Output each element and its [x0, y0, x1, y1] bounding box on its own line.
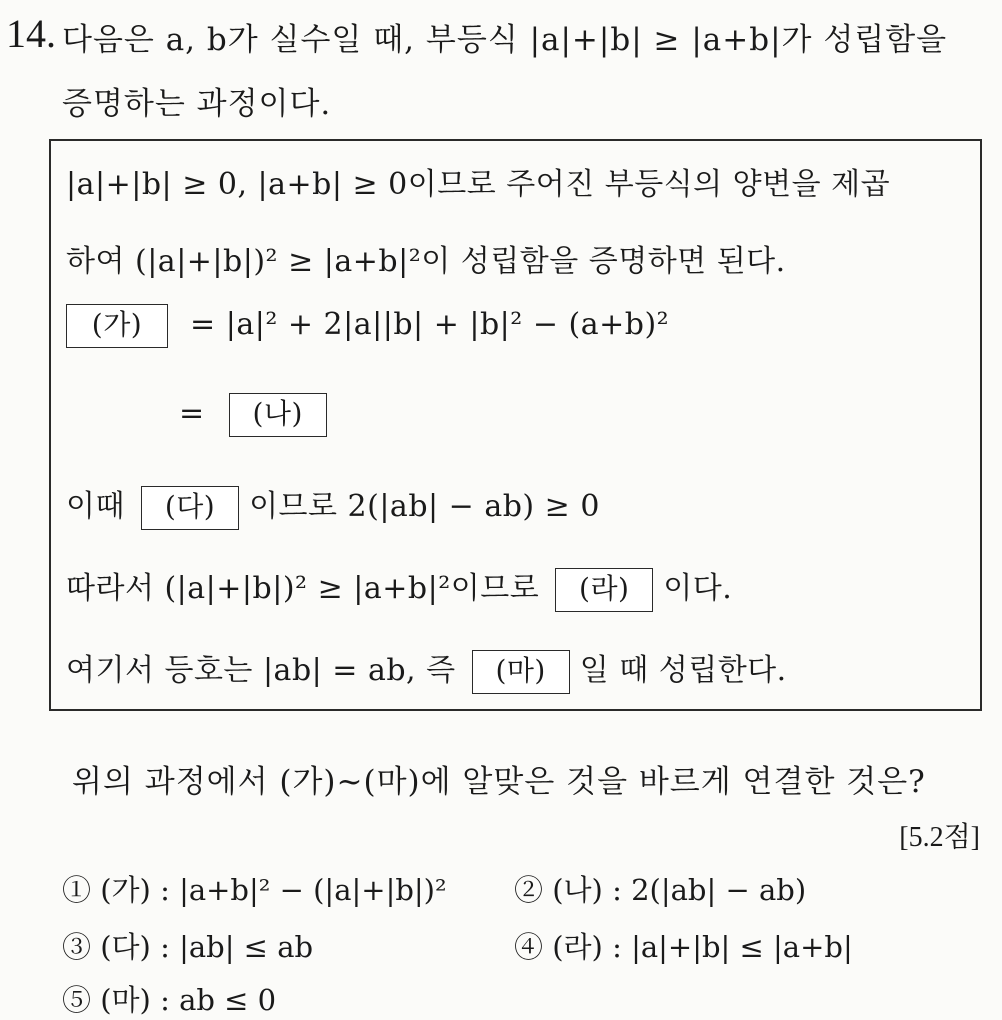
equals-sign: =	[179, 396, 205, 431]
proof-box	[49, 139, 982, 711]
blank-da: (다)	[141, 486, 239, 530]
option-5[interactable]: ⑤ (마) : ab ≤ 0	[62, 983, 277, 1017]
proof-line-4	[179, 393, 327, 437]
proof-line-6	[66, 563, 732, 612]
proof-line-5-prefix: 이때	[66, 489, 125, 524]
proof-line-5-suffix: 이므로 2(|ab| − ab) ≥ 0	[249, 489, 600, 524]
blank-ra: (라)	[555, 568, 653, 612]
blank-ma: (마)	[472, 650, 570, 694]
blank-na: (나)	[229, 393, 327, 437]
blank-ga: (가)	[66, 304, 168, 348]
proof-line-3	[66, 304, 669, 348]
score-label: [5.2점]	[899, 822, 980, 853]
question-prompt: 위의 과정에서 (가)~(마)에 알맞은 것을 바르게 연결한 것은?	[72, 764, 926, 800]
proof-line-6-prefix: 따라서 (|a|+|b|)² ≥ |a+b|²이므로	[66, 571, 540, 606]
option-4[interactable]: ④ (라) : |a|+|b| ≤ |a+b|	[514, 930, 853, 964]
question-stem-line2: 증명하는 과정이다.	[62, 86, 332, 122]
option-1[interactable]: ① (가) : |a+b|² − (|a|+|b|)²	[62, 873, 447, 907]
proof-line-6-suffix: 이다.	[663, 571, 733, 606]
proof-line-1: |a|+|b| ≥ 0, |a+b| ≥ 0이므로 주어진 부등식의 양변을 제곱	[66, 167, 891, 202]
option-2[interactable]: ② (나) : 2(|ab| − ab)	[514, 873, 807, 907]
proof-line-7-prefix: 여기서 등호는 |ab| = ab, 즉	[66, 653, 456, 688]
proof-line-7	[66, 645, 787, 694]
proof-line-3-expr: = |a|² + 2|a||b| + |b|² − (a+b)²	[190, 307, 670, 342]
proof-line-2: 하여 (|a|+|b|)² ≥ |a+b|²이 성립함을 증명하면 된다.	[66, 244, 786, 279]
question-number: 14.	[6, 11, 56, 56]
proof-line-5	[66, 481, 600, 530]
question-stem-line1: 다음은 a, b가 실수일 때, 부등식 |a|+|b| ≥ |a+b|가 성립함을	[62, 22, 948, 58]
option-3[interactable]: ③ (다) : |ab| ≤ ab	[62, 930, 314, 964]
proof-line-7-suffix: 일 때 성립한다.	[579, 653, 787, 688]
